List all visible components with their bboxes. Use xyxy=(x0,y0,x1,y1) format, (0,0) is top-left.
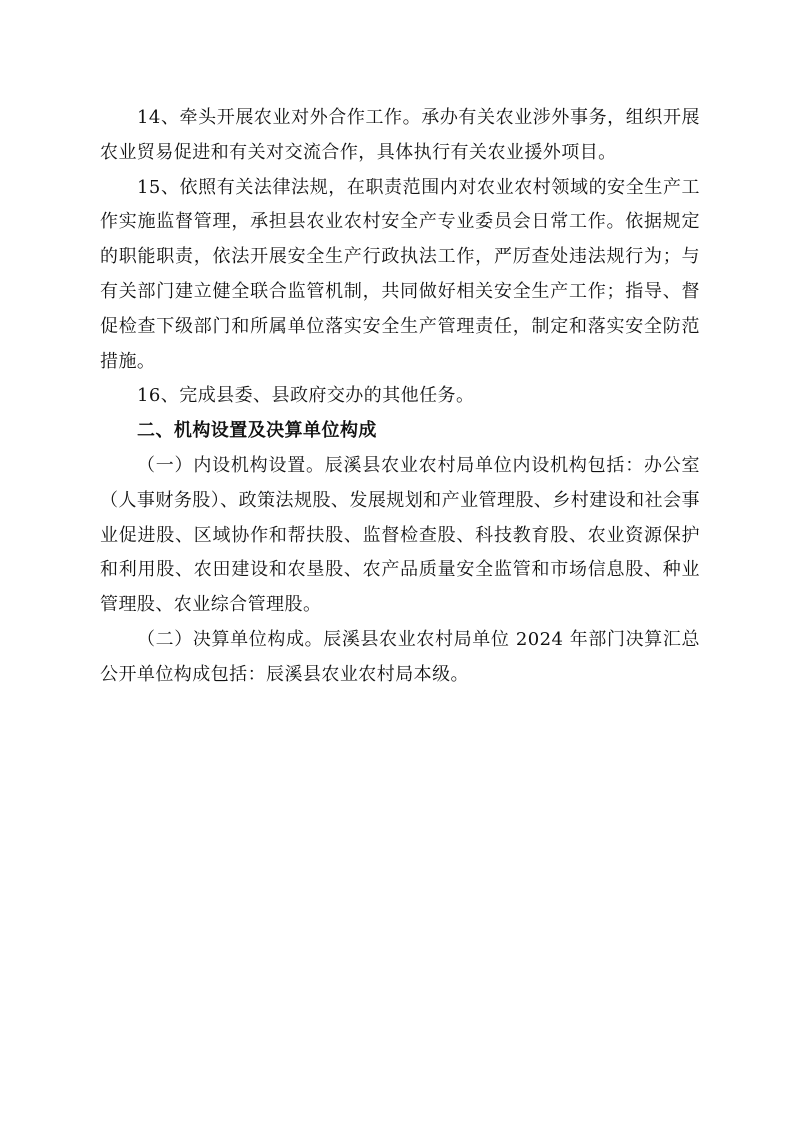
paragraph-item-15: 15、依照有关法律法规，在职责范围内对农业农村领域的安全生产工作实施监督管理，承担县农业农村安全产专业委员会日常工作。依据规定的职能职责，依法开展安全生产行政执法工作，严厉查处违法规行为；与有关部门建立健全联合监管机制，共同做好相关安全生产工作；指导、督促检查下级部门和所属单位落实安全生产管理责任，制定和落实安全防范措施。 xyxy=(100,176,700,372)
section-heading: 二、机构设置及决算单位构成 xyxy=(137,420,377,442)
paragraph-item-16: 16、完成县委、县政府交办的其他任务。 xyxy=(137,385,475,407)
paragraph-internal-structure: （一）内设机构设置。辰溪县农业农村局单位内设机构包括：办公室（人事财务股）、政策法规股、发展规划和产业管理股、乡村建设和社会事业促进股、区域协作和帮扶股、监督检查股、科技教育股、农业资源保护和利用股、农田建设和农垦股、农产品质量安全监管和市场信息股、种业管理股、农业综合管理股。 xyxy=(100,454,700,616)
document-body xyxy=(100,101,700,693)
paragraph-item-14: 14、牵头开展农业对外合作工作。承办有关农业涉外事务，组织开展农业贸易促进和有关对交流合作，具体执行有关农业援外项目。 xyxy=(100,107,700,163)
paragraph-budget-units: （二）决算单位构成。辰溪县农业农村局单位 2024 年部门决算汇总公开单位构成包括：辰溪县农业农村局本级。 xyxy=(100,628,700,685)
